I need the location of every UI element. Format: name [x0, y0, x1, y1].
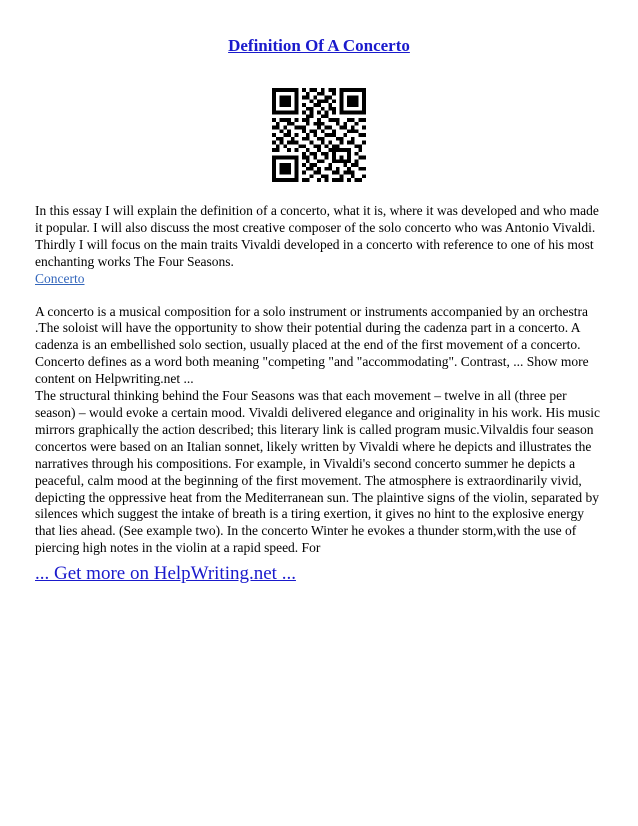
paragraph-spacer	[35, 288, 605, 304]
four-seasons-paragraph: The structural thinking behind the Four Seasons was that each movement – twelve in all (three per season) – would evoke a certain mood. Vivaldi delivered elegance and originality in his work. His music mirrors graphically the action described; this literary link is called program music.Vilvaldis four season concertos were based on an Italian sonnet, likely written by Vivaldi where he depicts and illustrates the narratives through his compositions. For example, in Vivaldi's second concerto summer he depicts a peaceful, calm mood at the beginning of the first movement. The atmosphere is extraordinarily vivid, depicting the oppressive heat from the Mediterranean sun. The plaintive signs of the violin, separated by silences which suggest the intake of breath is a tiring exertion, it gives no hint to the explosive energy that lies ahead. (See example two). In the concerto Winter he evokes a thunder storm,with the use of piercing high notes in the violin at a rapid speed. For	[35, 388, 601, 556]
document-title[interactable]: Definition Of A Concerto	[228, 36, 410, 55]
concerto-link[interactable]: Concerto	[35, 270, 85, 286]
qr-code-icon	[272, 88, 366, 182]
get-more-link[interactable]: ... Get more on HelpWriting.net ...	[35, 563, 296, 584]
definition-paragraph: A concerto is a musical composition for a solo instrument or instruments accompanied by an orchestra .The soloist will have the opportunity to show their potential during the cadenza part in a concerto. A cadenza is an embellished solo section, usually placed at the end of the first movement of a concerto. Concerto defines as a word both meaning "competing "and "accommodating". Contrast, ... Show more content on Helpwriting.net ...	[35, 303, 589, 387]
document-body	[35, 203, 605, 557]
intro-paragraph: In this essay I will explain the definition of a concerto, what it is, where it was developed and who made it popular. I will also discuss the most creative composer of the solo concerto who was Antonio Vivaldi. Thirdly I will focus on the main traits Vivaldi developed in a concerto with reference to one of his most enchanting works The Four Seasons.	[35, 203, 599, 269]
